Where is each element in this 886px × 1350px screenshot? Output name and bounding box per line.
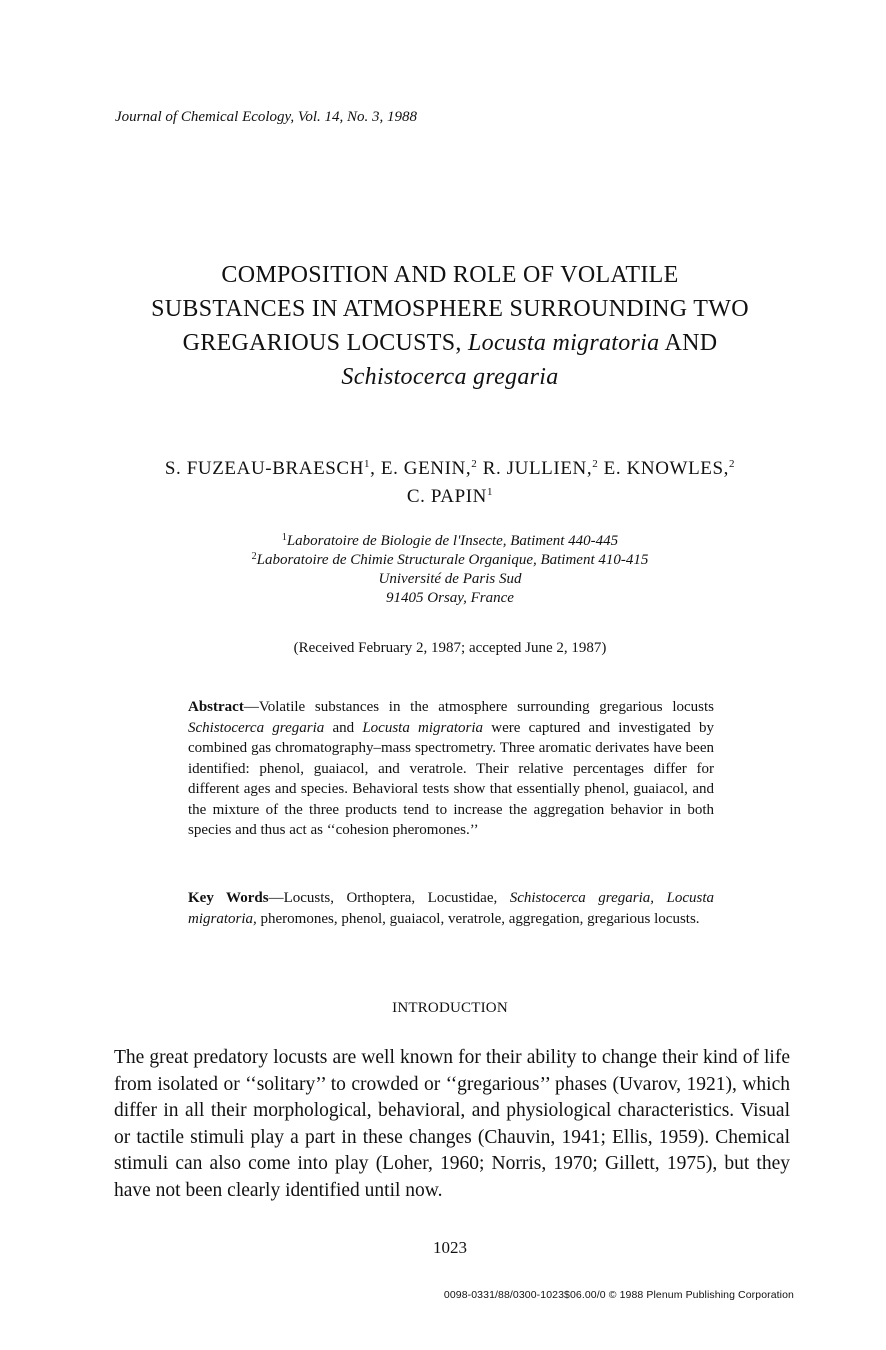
key-words xyxy=(188,888,714,929)
abstract-text: were captured and investigated by combined gas chromatography–mass spectrometry. Three aromatic derivates have been identified: phenol, guaiacol, and veratrole. Their relative percentages differ for different ages and species. Behavioral tests show that essentially phenol, guaiacol, and the mixture of the three products tend to increase the aggregation behavior in both species and thus act as ‘‘cohesion pheromones.’’ xyxy=(188,719,714,838)
introduction-paragraph: The great predatory locusts are well known for their ability to change their kind of life from isolated or ‘‘solitary’’ to crowded or ‘‘gregarious’’ phases (Uvarov, 1921), which differ in all their morphological, behavioral, and physiological characteristics. Visual or tactile stimuli play a part in these changes (Chauvin, 1941; Ellis, 1959). Chemical stimuli can also come into play (Loher, 1960; Norris, 1970; Gillett, 1975), but they have not been clearly identified until now. xyxy=(114,1047,790,1201)
author-affiliation-mark: 2 xyxy=(471,458,478,470)
title-line: SUBSTANCES IN ATMOSPHERE SURROUNDING TWO xyxy=(151,296,749,322)
author-affiliation-mark: 1 xyxy=(487,486,494,498)
author-name: S. FUZEAU-BRAESCH xyxy=(164,458,365,479)
author-line xyxy=(100,455,800,483)
received-dates: (Received February 2, 1987; accepted June 2, 1987) xyxy=(293,640,607,656)
author-affiliation-mark: 1 xyxy=(364,458,371,470)
title-line xyxy=(100,326,800,360)
affiliation-mark: 2 xyxy=(251,551,257,562)
species-name: Schistocerca gregaria xyxy=(188,719,325,736)
author-list xyxy=(100,455,800,511)
affiliation-mark: 1 xyxy=(281,532,287,543)
affiliation-text: Laboratoire de Chimie Structurale Organique, Batiment 410-415 xyxy=(256,552,649,568)
species-name: Schistocerca gregaria, xyxy=(509,890,654,906)
page-number: 1023 xyxy=(433,1238,467,1257)
affiliation-line xyxy=(150,551,750,570)
section-heading-introduction: INTRODUCTION xyxy=(392,1000,508,1016)
affiliation-university: Université de Paris Sud xyxy=(378,571,522,587)
author-separator: , xyxy=(370,458,376,479)
species-name: Schistocerca gregaria xyxy=(341,364,559,390)
author-line xyxy=(100,483,800,511)
abstract xyxy=(188,697,714,841)
copyright-footer: 0098-0331/88/0300-1023$06.00/0 © 1988 Plenum Publishing Corporation xyxy=(443,1289,794,1301)
species-name: Locusta migratoria xyxy=(362,719,484,736)
title-line: COMPOSITION AND ROLE OF VOLATILE xyxy=(221,262,679,288)
affiliation-city: 91405 Orsay, France xyxy=(386,590,514,606)
key-words-label: Key Words xyxy=(188,890,269,906)
title-line xyxy=(100,360,800,394)
author-affiliation-mark: 2 xyxy=(592,458,599,470)
abstract-text: —Volatile substances in the atmosphere surrounding gregarious locusts xyxy=(243,699,714,715)
title-text: GREGARIOUS LOCUSTS, xyxy=(182,330,462,356)
key-words-text: pheromones, phenol, guaiacol, veratrole, aggregation, gregarious locusts. xyxy=(256,910,700,927)
author-name: R. JULLIEN, xyxy=(482,458,593,479)
author-name: E. GENIN, xyxy=(380,458,472,479)
affiliation-line xyxy=(150,532,750,551)
affiliations xyxy=(150,532,750,608)
species-name: Locusta migratoria xyxy=(468,330,660,356)
journal-citation: Journal of Chemical Ecology, Vol. 14, No. 3, 1988 xyxy=(115,109,418,125)
author-name: E. KNOWLES, xyxy=(603,458,730,479)
article-title xyxy=(100,258,800,394)
affiliation-text: Laboratoire de Biologie de l'Insecte, Batiment 440-445 xyxy=(286,533,619,549)
abstract-text: and xyxy=(324,719,363,736)
abstract-label: Abstract xyxy=(188,699,244,715)
author-affiliation-mark: 2 xyxy=(729,458,736,470)
title-text: AND xyxy=(664,330,718,356)
key-words-text: —Locusts, Orthoptera, Locustidae, xyxy=(268,890,510,906)
species-name: Locusta migratoria, xyxy=(188,890,714,927)
author-name: C. PAPIN xyxy=(406,486,488,507)
